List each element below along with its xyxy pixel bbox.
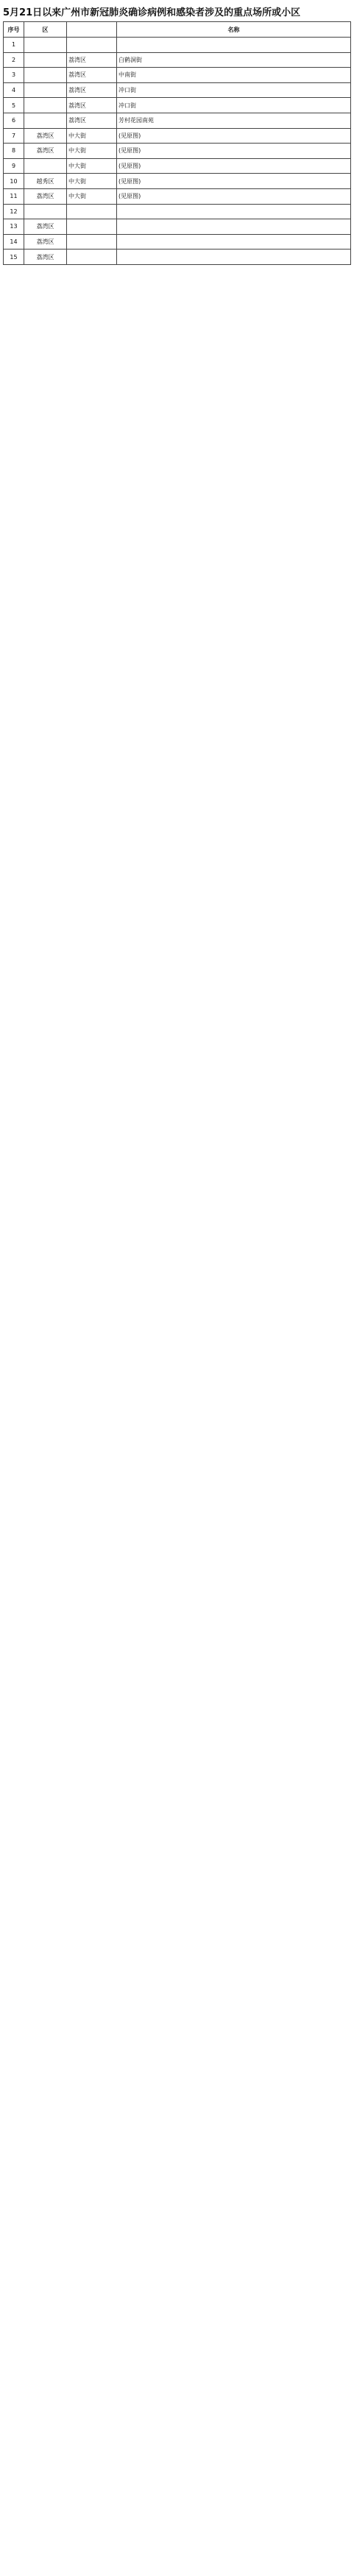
row-number: 12 <box>4 204 24 219</box>
row-number: 1 <box>4 38 24 53</box>
table-row <box>4 204 351 219</box>
row-district: 越秀区 <box>24 174 67 189</box>
table-row <box>4 82 351 98</box>
table-row <box>4 234 351 250</box>
row-number: 4 <box>4 82 24 98</box>
row-street: 中大街 <box>67 128 117 144</box>
row-district <box>24 38 67 53</box>
row-name: (见原图) <box>117 158 351 174</box>
table-row <box>4 38 351 53</box>
row-number: 3 <box>4 68 24 83</box>
row-name <box>117 219 351 235</box>
row-street: 荔湾区 <box>67 113 117 128</box>
row-district: 荔湾区 <box>24 144 67 159</box>
row-name: (见原图) <box>117 188 351 204</box>
table-row <box>4 68 351 83</box>
row-district: 荔湾区 <box>24 188 67 204</box>
row-name: 冲口街 <box>117 98 351 113</box>
row-number: 2 <box>4 52 24 68</box>
row-street: 荔湾区 <box>67 98 117 113</box>
row-street: 荔湾区 <box>67 68 117 83</box>
table-row <box>4 113 351 128</box>
row-street <box>67 204 117 219</box>
row-street: 荔湾区 <box>67 52 117 68</box>
row-street: 中大街 <box>67 188 117 204</box>
row-street <box>67 234 117 250</box>
row-district: 荔湾区 <box>24 219 67 235</box>
row-district <box>24 68 67 83</box>
row-district <box>24 158 67 174</box>
row-name: (见原图) <box>117 144 351 159</box>
table-row <box>4 144 351 159</box>
row-street: 中大街 <box>67 158 117 174</box>
header-district: 区 <box>24 22 67 38</box>
row-name: 中南街 <box>117 68 351 83</box>
table-row <box>4 174 351 189</box>
row-name <box>117 250 351 265</box>
row-number: 15 <box>4 250 24 265</box>
row-number: 7 <box>4 128 24 144</box>
row-district <box>24 113 67 128</box>
row-district: 荔湾区 <box>24 250 67 265</box>
row-district <box>24 52 67 68</box>
row-number: 10 <box>4 174 24 189</box>
row-street: 荔湾区 <box>67 82 117 98</box>
row-number: 9 <box>4 158 24 174</box>
table-row <box>4 52 351 68</box>
document <box>0 0 354 265</box>
row-street: 中大街 <box>67 144 117 159</box>
table-row <box>4 158 351 174</box>
row-number: 5 <box>4 98 24 113</box>
row-number: 14 <box>4 234 24 250</box>
document-title: 5月21日以来广州市新冠肺炎确诊病例和感染者涉及的重点场所或小区 <box>3 7 301 18</box>
row-number: 11 <box>4 188 24 204</box>
table-row <box>4 98 351 113</box>
table-row <box>4 128 351 144</box>
row-street <box>67 219 117 235</box>
row-name: 白鹤洞街 <box>117 52 351 68</box>
table-row <box>4 219 351 235</box>
row-street: 中大街 <box>67 174 117 189</box>
row-district: 荔湾区 <box>24 128 67 144</box>
row-name <box>117 234 351 250</box>
row-number: 8 <box>4 144 24 159</box>
row-street <box>67 250 117 265</box>
row-name: 芳村花园南苑 <box>117 113 351 128</box>
row-district: 荔湾区 <box>24 234 67 250</box>
row-district <box>24 204 67 219</box>
row-name: 冲口街 <box>117 82 351 98</box>
row-district <box>24 98 67 113</box>
row-name <box>117 38 351 53</box>
row-street <box>67 38 117 53</box>
table-row <box>4 250 351 265</box>
row-district <box>24 82 67 98</box>
table-header-row <box>4 22 351 38</box>
table-row <box>4 188 351 204</box>
row-name: (见原图) <box>117 174 351 189</box>
row-number: 6 <box>4 113 24 128</box>
places-table <box>3 21 351 265</box>
row-name: (见原图) <box>117 128 351 144</box>
row-number: 13 <box>4 219 24 235</box>
header-no: 序号 <box>4 22 24 38</box>
header-street <box>67 22 117 38</box>
row-name <box>117 204 351 219</box>
table-body <box>4 38 351 265</box>
header-name: 名称 <box>117 22 351 38</box>
